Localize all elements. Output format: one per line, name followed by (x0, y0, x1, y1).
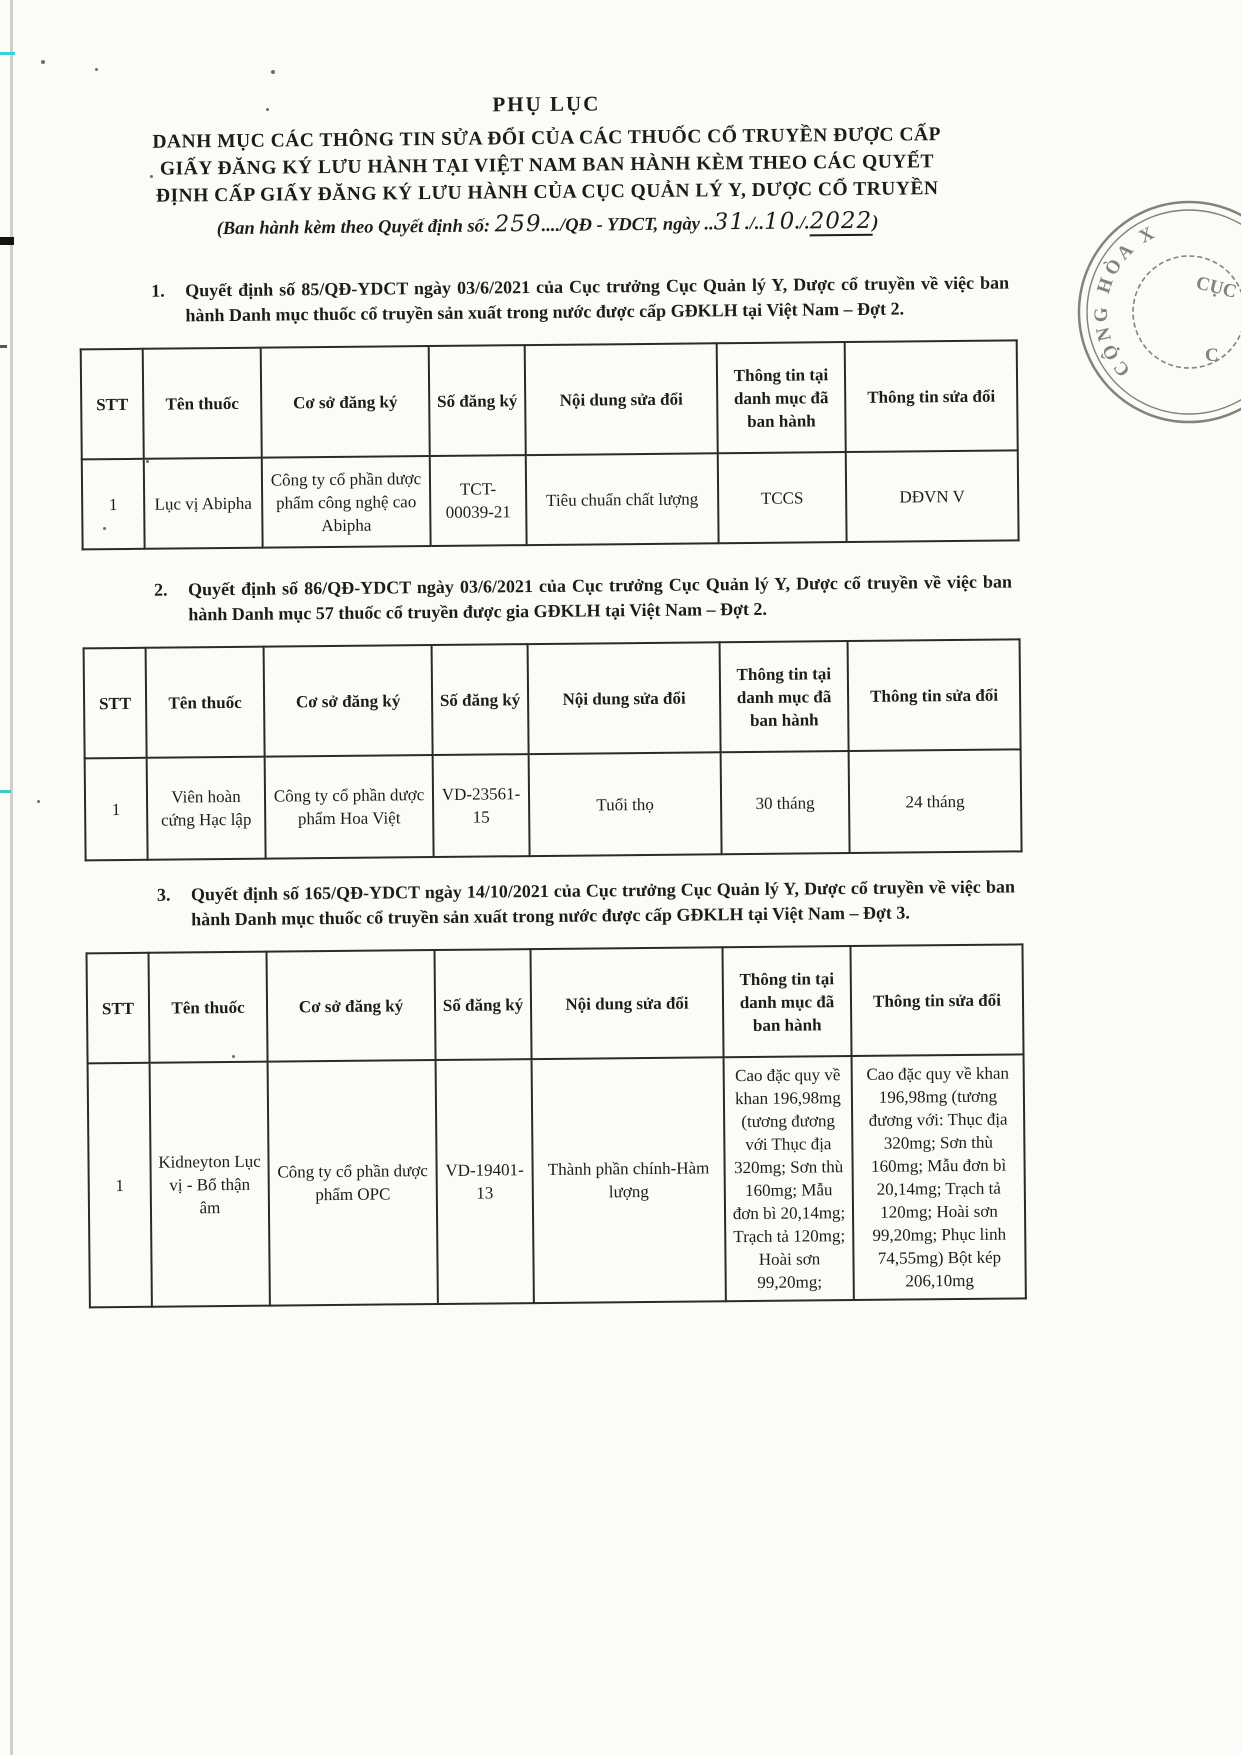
header-noi-dung-sua-doi: Nội dung sửa đổi (530, 947, 723, 1059)
stamp-inner-text-2: C (1205, 345, 1219, 366)
table-3-row-1 (88, 1054, 1026, 1307)
subtitle-mid: ..../QĐ - YDCT, ngày .. (541, 214, 714, 236)
t1-r1-ten-thuoc: Lục vị Abipha (144, 458, 263, 549)
t2-r1-ten-thuoc: Viên hoàn cứng Hạc lập (147, 757, 266, 860)
header-co-so-dang-ky: Cơ sở đăng ký (264, 645, 433, 757)
t1-r1-co-so: Công ty cổ phần dược phẩm công nghệ cao Abipha (262, 456, 431, 548)
section-1-paragraph (151, 270, 1009, 327)
section-3-text: Quyết định số 165/QĐ-YDCT ngày 14/10/2021 của Cục trưởng Cục Quản lý Y, Dược cổ truyền về việc ban hành Danh mục thuốc cổ truyền sản xuất trong nước được cấp GĐKLH tại Việt Nam – Đợt 3. (190, 876, 1016, 929)
t1-r1-noi-dung: Tiêu chuẩn chất lượng (526, 453, 719, 545)
header-stt: STT (87, 953, 150, 1064)
header-so-dang-ky: Số đăng ký (432, 644, 529, 755)
document-content (76, 0, 1027, 1308)
document-title: PHỤ LỤC (492, 91, 601, 117)
t1-r1-tt-sua-doi: DĐVN V (846, 450, 1019, 542)
t3-r1-stt: 1 (88, 1063, 152, 1308)
section-3-paragraph (157, 874, 1015, 931)
subtitle-sep-a: ./.. (744, 213, 765, 235)
heading-line-2: GIẤY ĐĂNG KÝ LƯU HÀNH TẠI VIỆT NAM BAN HÀNH KÈM THEO CÁC QUYẾT (159, 151, 935, 180)
t2-r1-noi-dung: Tuổi thọ (529, 752, 722, 856)
section-1-text: Quyết định số 85/QĐ-YDCT ngày 03/6/2021 của Cục trưởng Cục Quản lý Y, Dược cổ truyền về việc ban hành Danh mục thuốc cổ truyền sản xuất trong nước được cấp GĐKLH tại Việt Nam – Đợt 2. (185, 272, 1010, 325)
t1-r1-stt: 1 (82, 459, 145, 550)
header-thong-tin-sua-doi: Thông tin sửa đổi (845, 340, 1018, 452)
t3-r1-noi-dung: Thành phần chính-Hàm lượng (532, 1057, 726, 1303)
t2-r1-tt-sua-doi: 24 tháng (849, 749, 1022, 853)
subtitle-suffix: ) (872, 212, 879, 233)
t3-r1-tt-danh-muc: Cao đặc quy về khan 196,98mg (tương đương với Thục địa 320mg; Sơn thù 160mg; Mẫu đơn bì 20,14mg; Trạch tả 120mg; Hoài sơn 99,20mg; (724, 1056, 854, 1301)
scan-speck (37, 800, 40, 803)
t3-r1-ten-thuoc: Kidneyton Lục vị - Bổ thận âm (150, 1062, 270, 1307)
t2-r1-stt: 1 (85, 758, 148, 861)
section-2-text: Quyết định số 86/QĐ-YDCT ngày 03/6/2021 của Cục trưởng Cục Quản lý Y, Dược cổ truyền về việc ban hành Danh mục 57 thuốc cổ truyền được gia GĐKLH tại Việt Nam – Đợt 2. (187, 571, 1013, 624)
header-ten-thuoc: Tên thuốc (146, 647, 265, 758)
header-ten-thuoc: Tên thuốc (149, 952, 268, 1063)
handwritten-month: 10 (763, 208, 796, 235)
table-decision-85 (80, 339, 1020, 550)
subtitle-sep-b: ./. (795, 213, 810, 234)
subtitle-issuance-line (78, 206, 1016, 241)
scan-edge-line (10, 0, 13, 1755)
section-2-paragraph (154, 569, 1012, 626)
table-2-row-1 (85, 749, 1022, 860)
t2-r1-so-dk: VD-23561-15 (433, 754, 530, 857)
header-thong-tin-sua-doi: Thông tin sửa đổi (848, 639, 1021, 751)
stamp-inner-text: CỤC (1193, 272, 1239, 303)
table-2-header-row (84, 639, 1021, 758)
header-thong-tin-danh-muc: Thông tin tại danh mục đã ban hành (717, 342, 846, 453)
subtitle-prefix: (Ban hành kèm theo Quyết định số: (216, 216, 495, 240)
heading-line-1: DANH MỤC CÁC THÔNG TIN SỬA ĐỔI CỦA CÁC THUỐC CỔ TRUYỀN ĐƯỢC CẤP (152, 124, 942, 153)
t2-r1-tt-danh-muc: 30 tháng (721, 751, 850, 854)
t2-r1-co-so: Công ty cổ phần dược phẩm Hoa Việt (265, 755, 434, 859)
stamp-graphic (1073, 196, 1241, 428)
header-noi-dung-sua-doi: Nội dung sửa đổi (528, 642, 721, 754)
header-so-dang-ky: Số đăng ký (429, 345, 526, 456)
t1-r1-so-dk: TCT-00039-21 (430, 455, 527, 546)
header-so-dang-ky: Số đăng ký (434, 949, 531, 1060)
header-thong-tin-danh-muc: Thông tin tại danh mục đã ban hành (720, 641, 849, 752)
t1-r1-tt-danh-muc: TCCS (718, 452, 847, 543)
stamp-arc-text: CỘNG HÒA X (1090, 221, 1162, 381)
section-2-number: 2. (153, 579, 168, 600)
header-stt: STT (84, 648, 147, 759)
handwritten-year: 2022 (809, 207, 873, 235)
header-ten-thuoc: Tên thuốc (143, 348, 262, 459)
header-stt: STT (81, 349, 144, 460)
table-3-header-row (87, 944, 1024, 1063)
handwritten-decision-number: 259 (494, 210, 542, 238)
t3-r1-tt-sua-doi: Cao đặc quy về khan 196,98mg (tương đương với: Thục địa 320mg; Sơn thù 160mg; Mẫu đơn bì 20,14mg; Trạch tả 120mg; Hoài sơn 99,20mg; Phục linh 74,55mg) Bột kép 206,10mg (852, 1054, 1026, 1300)
t3-r1-co-so: Công ty cổ phần dược phẩm OPC (268, 1060, 438, 1306)
scan-speck (41, 60, 45, 64)
table-decision-165 (86, 943, 1027, 1308)
scan-artifact-teal-line (0, 790, 11, 793)
header-noi-dung-sua-doi: Nội dung sửa đổi (525, 343, 718, 455)
handwritten-day: 31 (713, 209, 746, 236)
scan-artifact-black-mark (0, 237, 14, 245)
scan-artifact-gray-dash (0, 345, 7, 348)
table-1-row-1 (82, 450, 1019, 549)
section-1-number: 1. (151, 280, 165, 301)
table-1-header-row (81, 340, 1018, 459)
header-thong-tin-sua-doi: Thông tin sửa đổi (850, 944, 1023, 1056)
header-thong-tin-danh-muc: Thông tin tại danh mục đã ban hành (722, 946, 851, 1057)
official-stamp (1073, 196, 1241, 428)
section-3-number: 3. (156, 884, 171, 905)
t3-r1-so-dk: VD-19401-13 (436, 1059, 534, 1304)
table-decision-86 (83, 638, 1023, 861)
header-co-so-dang-ky: Cơ sở đăng ký (267, 950, 436, 1062)
header-co-so-dang-ky: Cơ sở đăng ký (261, 346, 430, 458)
heading-line-3: ĐỊNH CẤP GIẤY ĐĂNG KÝ LƯU HÀNH CỦA CỤC QUẢN LÝ Y, DƯỢC CỔ TRUYỀN (155, 178, 939, 207)
scan-artifact-cyan-line (0, 52, 15, 55)
